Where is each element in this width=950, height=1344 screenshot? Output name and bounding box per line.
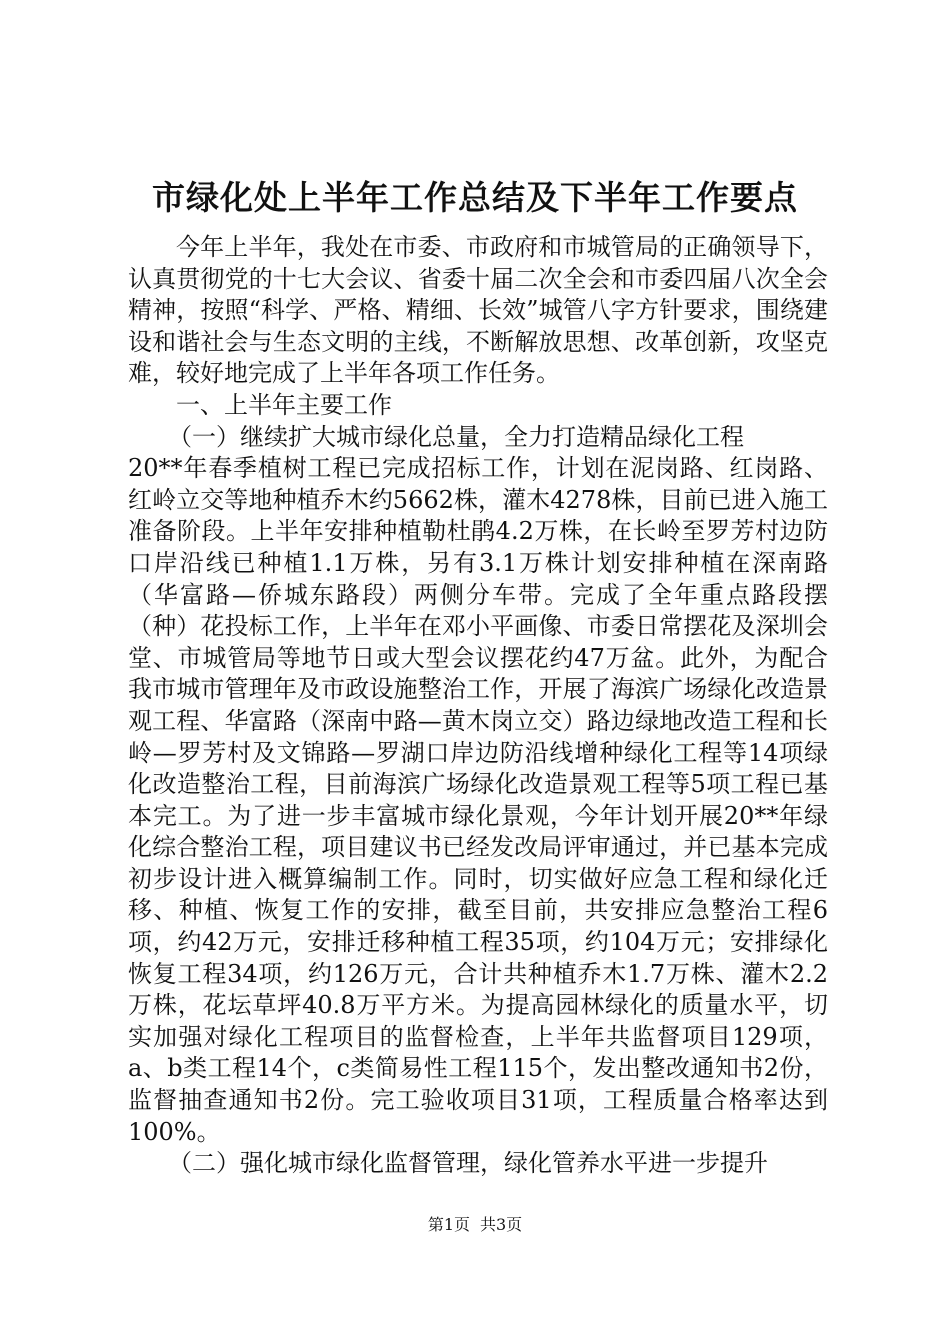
intro-paragraph: 今年上半年，我处在市委、市政府和市城管局的正确领导下，认真贯彻党的十七大会议、省委十届二次全会和市委四届八次全会精神，按照“科学、严格、精细、长效”城管八字方针要求，围绕建设和谐社会与生态文明的主线，不断解放思想、改革创新，攻坚克难，较好地完成了上半年各项工作任务。 xyxy=(128,233,828,388)
page-number: 第1页 xyxy=(427,1215,470,1234)
document-body xyxy=(128,232,828,1180)
subsection-heading-1: （一）继续扩大城市绿化总量，全力打造精品绿化工程 xyxy=(168,422,744,451)
section-heading: 一、上半年主要工作 xyxy=(176,390,392,419)
subsection-heading-2: （二）强化城市绿化监督管理，绿化管养水平进一步提升 xyxy=(168,1149,768,1178)
page-footer xyxy=(0,1215,950,1235)
page-total: 共3页 xyxy=(480,1215,523,1234)
body-paragraph: 20**年春季植树工程已完成招标工作，计划在泥岗路、红岗路、红岭立交等地种植乔木约5662株，灌木4278株，目前已进入施工准备阶段。上半年安排种植勒杜鹃4.2万株，在长岭至罗芳村边防口岸沿线已种植1.1万株，另有3.1万株计划安排种植在深南路（华富路—侨城东路段）两侧分车带。完成了全年重点路段摆（种）花投标工作，上半年在邓小平画像、市委日常摆花及深圳会堂、市城管局等地节日或大型会议摆花约47万盆。此外，为配合我市城市管理年及市政设施整治工作，开展了海滨广场绿化改造景观工程、华富路（深南中路—黄木岗立交）路边绿地改造工程和长岭—罗芳村及文锦路—罗湖口岸边防沿线增种绿化工程等14项绿化改造整治工程，目前海滨广场绿化改造景观工程等5项工程已基本完工。为了进一步丰富城市绿化景观，今年计划开展20**年绿化综合整治工程，项目建议书已经发改局评审通过，并已基本完成初步设计进入概算编制工作。同时，切实做好应急工程和绿化迁移、种植、恢复工作的安排，截至目前，共安排应急整治工程6项，约42万元，安排迁移种植工程35项，约104万元；安排绿化恢复工程34项，约126万元，合计共种植乔木1.7万株、灌木2.2万株，花坛草坪40.8万平方米。为提高园林绿化的质量水平，切实加强对绿化工程项目的监督检查，上半年共监督项目129项，a、b类工程14个，c类简易性工程115个，发出整改通知书2份，监督抽查通知书2份。完工验收项目31项，工程质量合格率达到100%。 xyxy=(128,454,828,1146)
document-title: 市绿化处上半年工作总结及下半年工作要点 xyxy=(152,178,798,217)
